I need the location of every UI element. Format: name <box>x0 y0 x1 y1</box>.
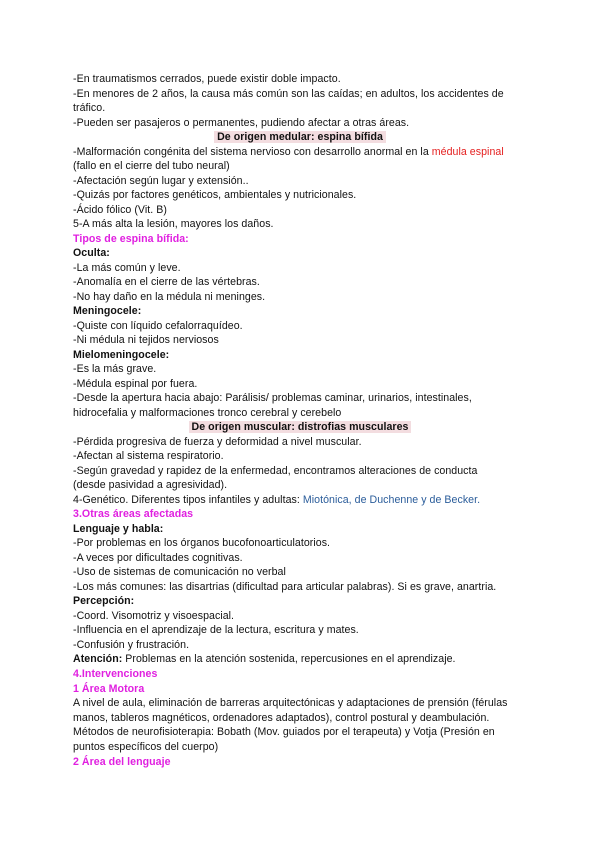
text-line: -Ácido fólico (Vit. B) <box>73 204 167 216</box>
text-line: manos, tableros magnéticos, ordenadores adaptados), control postural y deambulación. <box>73 712 490 724</box>
text-line: -Confusión y frustración. <box>73 639 190 651</box>
text-line: (desde pasividad a agresividad). <box>73 479 228 491</box>
text-line: -Pérdida progresiva de fuerza y deformidad a nivel muscular. <box>73 436 362 448</box>
text-line: (fallo en el cierre del tubo neural) <box>73 160 230 172</box>
text-line <box>73 653 456 666</box>
text-line: hidrocefalia y malformaciones tronco cerebral y cerebelo <box>73 407 342 419</box>
heading-tipos: Tipos de espina bífida: <box>73 233 189 245</box>
heading-area-lenguaje: 2 Área del lenguaje <box>73 756 171 768</box>
text-line <box>73 146 504 159</box>
text-line: Métodos de neurofisioterapia: Bobath (Mov. guiados por el terapeuta) y Votja (Presión en <box>73 726 495 738</box>
text-line: -Quiste con líquido cefalorraquídeo. <box>73 320 243 332</box>
text-line: -Pueden ser pasajeros o permanentes, pudiendo afectar a otras áreas. <box>73 117 410 129</box>
text-line: -No hay daño en la médula ni meninges. <box>73 291 266 303</box>
text-line: -La más común y leve. <box>73 262 181 274</box>
heading-percepcion: Percepción: <box>73 595 135 607</box>
text-line: -Anomalía en el cierre de las vértebras. <box>73 276 260 288</box>
text-line: -Afectación según lugar y extensión.. <box>73 175 249 187</box>
text-line: 5-A más alta la lesión, mayores los daños. <box>73 218 274 230</box>
heading-intervenciones: 4.Intervenciones <box>73 668 158 680</box>
text-line: -Quizás por factores genéticos, ambientales y nutricionales. <box>73 189 357 201</box>
heading-muscular-row <box>0 421 600 434</box>
text-line: -Uso de sistemas de comunicación no verbal <box>73 566 286 578</box>
text-line: -Desde la apertura hacia abajo: Parálisis/ problemas caminar, urinarios, intestinales, <box>73 392 472 404</box>
heading-medular-row <box>0 131 600 144</box>
text-line: -Ni médula ni tejidos nerviosos <box>73 334 219 346</box>
blue-term: Miotónica, de Duchenne y de Becker. <box>302 494 481 506</box>
heading-oculta: Oculta: <box>73 247 110 259</box>
text-line: -Es la más grave. <box>73 363 157 375</box>
text-line <box>73 494 480 507</box>
text-span: Problemas en la atención sostenida, repercusiones en el aprendizaje. <box>122 653 456 665</box>
text-line: -Por problemas en los órganos bucofonoarticulatorios. <box>73 537 331 549</box>
heading-otras-areas: 3.Otras áreas afectadas <box>73 508 194 520</box>
heading-area-motora: 1 Área Motora <box>73 683 145 695</box>
text-line: -Afectan al sistema respiratorio. <box>73 450 224 462</box>
heading-meningocele: Meningocele: <box>73 305 142 317</box>
heading-medular: De origen medular: espina bífida <box>214 131 386 143</box>
text-line: -En traumatismos cerrados, puede existir doble impacto. <box>73 73 341 85</box>
text-line: -A veces por dificultades cognitivas. <box>73 552 243 564</box>
heading-lenguaje: Lenguaje y habla: <box>73 523 164 535</box>
text-line: -Coord. Visomotriz y visoespacial. <box>73 610 235 622</box>
text-line: -Influencia en el aprendizaje de la lectura, escritura y mates. <box>73 624 359 636</box>
heading-mielomeningocele: Mielomeningocele: <box>73 349 170 361</box>
text-line: -Según gravedad y rapidez de la enfermedad, encontramos alteraciones de conducta <box>73 465 478 477</box>
red-term: médula espinal <box>431 146 504 158</box>
heading-muscular: De origen muscular: distrofias musculares <box>189 421 412 433</box>
label-atencion: Atención: <box>73 653 123 665</box>
text-line: -Médula espinal por fuera. <box>73 378 198 390</box>
text-line: -Los más comunes: las disartrias (dificultad para articular palabras). Si es grave, anartria. <box>73 581 497 593</box>
text-line: puntos específicos del cuerpo) <box>73 741 219 753</box>
text-span: 4-Genético. Diferentes tipos infantiles y adultas: <box>73 494 303 506</box>
text-line: A nivel de aula, eliminación de barreras arquitectónicas y adaptaciones de prensión (férulas <box>73 697 508 709</box>
text-line: tráfico. <box>73 102 106 114</box>
text-span: -Malformación congénita del sistema nervioso con desarrollo anormal en la <box>73 146 432 158</box>
text-line: -En menores de 2 años, la causa más común son las caídas; en adultos, los accidentes de <box>73 88 504 100</box>
